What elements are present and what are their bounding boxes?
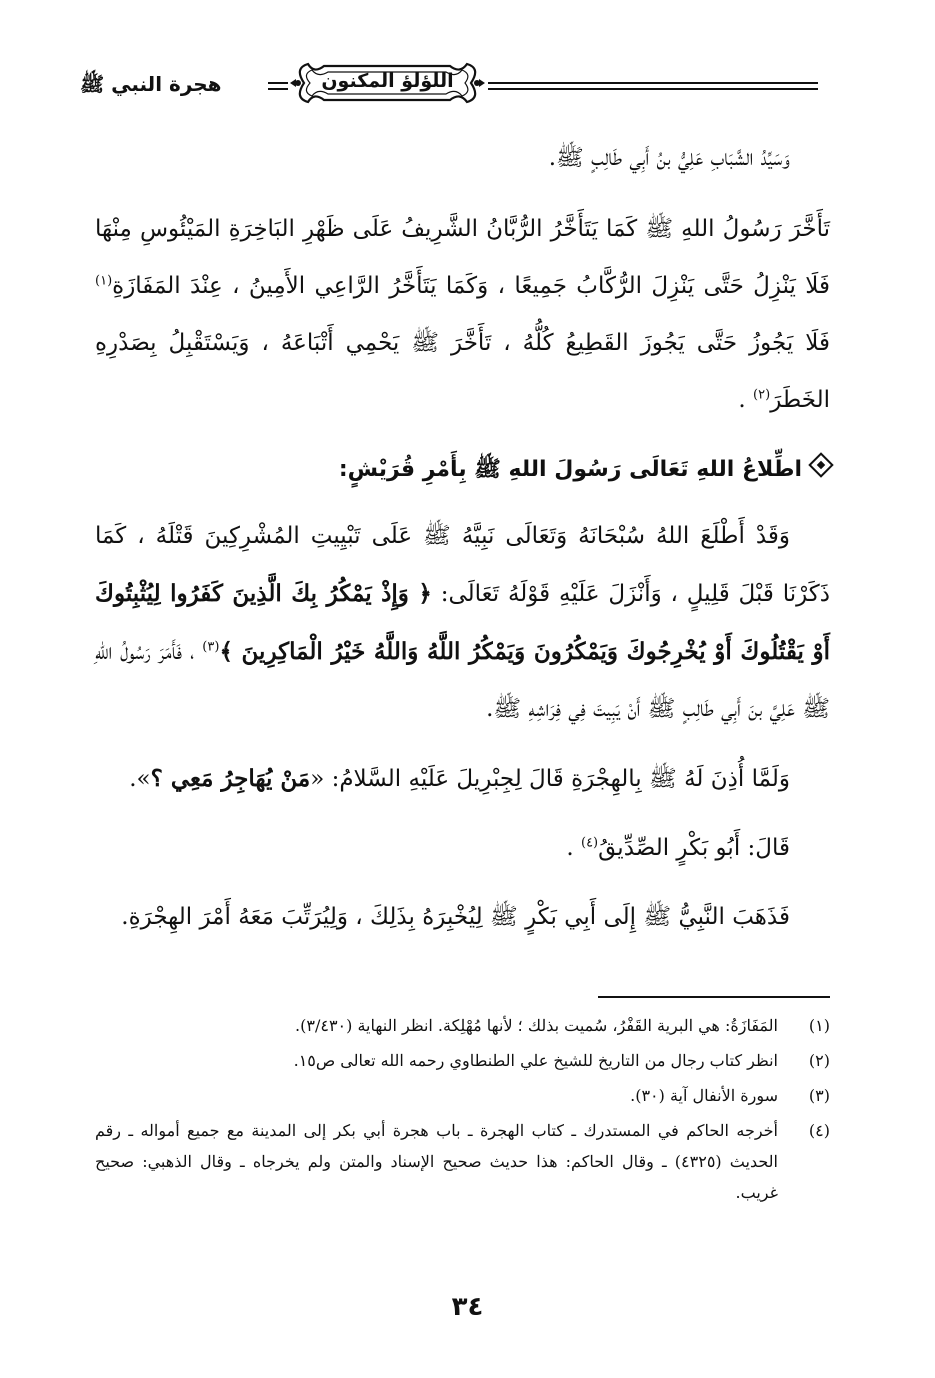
paragraph bbox=[95, 750, 830, 808]
footnote-number: (٣) bbox=[808, 1086, 830, 1105]
paragraph-text: وَلَمَّا أُذِنَ لَهُ ﷺ بِالهِجْرَةِ قَالَ لِجِبْرِيلَ عَلَيْهِ السَّلامُ: « bbox=[310, 766, 790, 792]
paragraph-text: . bbox=[738, 387, 754, 413]
footnote-ref: (٤) bbox=[580, 835, 599, 851]
book-title-ornament bbox=[290, 58, 485, 108]
footnote-separator bbox=[598, 996, 830, 998]
footnote-number: (١) bbox=[808, 1016, 830, 1035]
paragraph bbox=[95, 820, 830, 877]
footnote bbox=[95, 1080, 830, 1111]
footnote-number: (٤) bbox=[808, 1121, 830, 1140]
paragraph-text: تَأَخَّرَ رَسُولُ اللهِ ﷺ كَمَا يَتَأَخَّرُ الرُّبَّانُ الشَّرِيفُ عَلَى ظَهْرِ البَاخِرَةِ المَيْئُوسِ مِنْهَا فَلَا يَنْزِلُ حَتَّى يَنْزِلَ الرُّكَّابُ جَمِيعًا ، وَكَمَا يَتَأَخَّرُ الرَّاعِي الأَمِينُ ، عِنْدَ المَفَازَةِ bbox=[95, 216, 830, 299]
paragraph-text: وَسَيِّدُ الشَّبَابِ عَلِيُّ بنُ أَبِي طَالِبٍ ﷺ. bbox=[548, 145, 790, 171]
footnote-ref: (١) bbox=[95, 273, 113, 289]
quran-quote: ﴿ وَإِذْ يَمْكُرُ بِكَ الَّذِينَ كَفَرُوا لِيُثْبِتُوكَ أَوْ يَقْتُلُوكَ أَوْ يُخْرِجُوكَ وَيَمْكُرُونَ وَيَمْكُرُ اللَّهُ وَاللَّهُ خَيْرُ الْمَاكِرِينَ ﴾ bbox=[95, 580, 830, 665]
paragraph-text: فَذَهَبَ النَّبِيُّ ﷺ إِلَى أَبِي بَكْرٍ ﷺ لِيُخْبِرَهُ بِذَلِكَ ، وَلِيُرَتِّبَ مَعَهُ أَمْرَ الهِجْرَةِ. bbox=[121, 904, 790, 930]
footnotes bbox=[95, 1010, 830, 1212]
page-number: ٣٤ bbox=[451, 1292, 484, 1322]
header-rule-left bbox=[268, 82, 288, 90]
hadith-quote: مَنْ يُهَاجِرُ مَعِي ؟ bbox=[150, 765, 311, 792]
paragraph-text: فَلَا يَجُوزُ حَتَّى يَجُوزَ القَطِيعُ كُلُّهُ ، تَأَخَّرَ ﷺ يَحْمِي أَتْبَاعَهُ ، وَيَسْتَقْبِلُ بِصَدْرِهِ الخَطَرَ bbox=[95, 330, 830, 413]
paragraph-text: قَالَ: أَبُو بَكْرٍ الصِّدِّيقُ bbox=[598, 835, 790, 861]
footnote-text: انظر كتاب رجال من التاريخ للشيخ علي الطنطاوي رحمه الله تعالى ص١٥. bbox=[293, 1051, 778, 1070]
footnote-number: (٢) bbox=[808, 1051, 830, 1070]
footnote-text: أخرجه الحاكم في المستدرك ـ كتاب الهجرة ـ باب هجرة أبي بكر إلى المدينة مع جميع أمواله ـ رقم الحديث (٤٣٢٥) ـ وقال الحاكم: هذا حديث صحيح الإسناد والمتن ولم يخرجاه ـ وقال الذهبي: صحيح غريب. bbox=[95, 1121, 779, 1202]
paragraph-text: ». bbox=[129, 766, 151, 792]
paragraph-text: ، فَأَمَرَ رَسُولُ اللهِ ﷺ عَلِيَّ بنَ أَبِي طَالِبٍ ﷺ أَنْ يَبِيتَ فِي فِرَاشِهِ ﷺ. bbox=[95, 639, 830, 722]
chapter-title: هجرة النبي ﷺ bbox=[80, 72, 222, 96]
section-heading-text: اطِّلاعُ اللهِ تَعَالَى رَسُولَ اللهِ ﷺ بِأَمْرِ قُرَيْشٍ: bbox=[338, 457, 802, 482]
diamond-bullet-icon bbox=[808, 452, 833, 477]
paragraph-text: وَقَدْ أَطْلَعَ اللهُ سُبْحَانَهُ وَتَعَالَى نَبِيَّهُ ﷺ عَلَى تَبْيِيتِ المُشْرِكِينَ قَتْلَهُ ، كَمَا ذَكَرْنَا قَبْلَ قَلِيلٍ ، وَأَنْزَلَ عَلَيْهِ قَوْلَهُ تَعَالَى: bbox=[95, 523, 830, 607]
paragraph-text: . bbox=[566, 835, 581, 861]
footnote bbox=[95, 1010, 830, 1041]
section-heading bbox=[95, 441, 830, 498]
header-rule-right bbox=[488, 82, 818, 90]
book-title: اللؤلؤ المكنون bbox=[321, 70, 454, 92]
main-text bbox=[95, 130, 830, 958]
footnote bbox=[95, 1115, 830, 1208]
page-header bbox=[80, 58, 860, 118]
footnote-ref: (٢) bbox=[753, 387, 771, 403]
footnote bbox=[95, 1045, 830, 1076]
paragraph bbox=[95, 889, 830, 946]
paragraph bbox=[95, 201, 830, 429]
paragraph bbox=[95, 508, 830, 738]
paragraph bbox=[95, 130, 830, 187]
footnote-ref: (٣) bbox=[202, 639, 220, 655]
footnote-text: المَفَازَةُ: هي البرية القَفْرُ، سُميت بذلك ؛ لأنها مُهْلِكة. انظر النهاية (٣/٤٣٠). bbox=[295, 1016, 778, 1035]
footnote-text: سورة الأنفال آية (٣٠). bbox=[630, 1086, 778, 1105]
